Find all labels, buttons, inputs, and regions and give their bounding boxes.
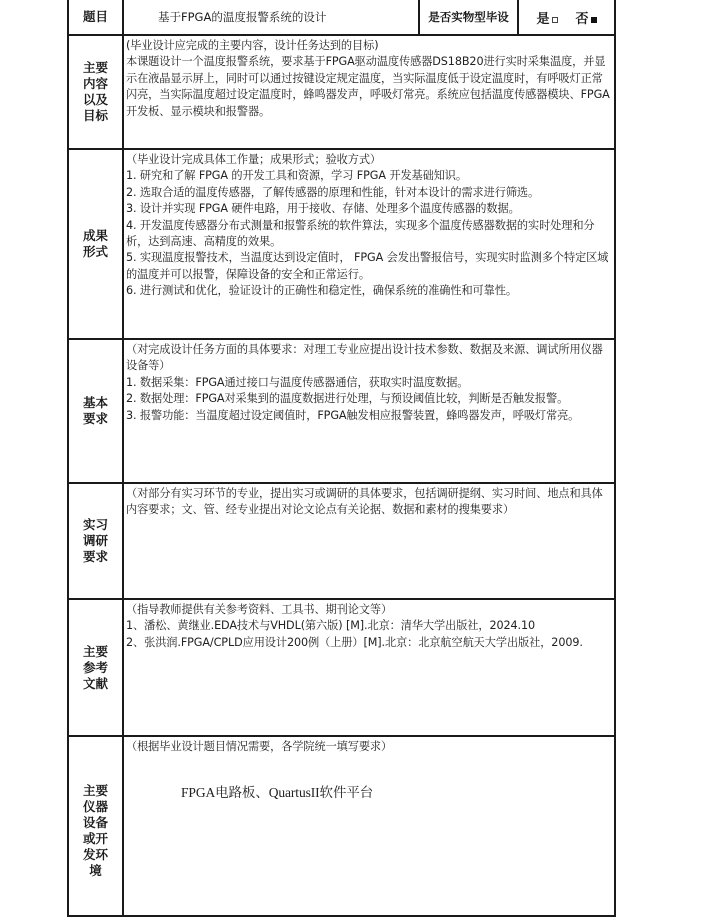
title-label bbox=[69, 0, 124, 34]
internship-cell bbox=[124, 484, 614, 598]
label-internship bbox=[69, 484, 124, 598]
row-internship bbox=[67, 484, 616, 600]
physical-answer bbox=[519, 0, 614, 34]
content-goals-text: 本课题设计一个温度报警系统，要求基于FPGA驱动温度传感器DS18B20进行实时采集温度，并显示在液晶显示屏上，同时可以通过按键设定规定温度，当实际温度低于设定温度时，有呼吸灯正常闪亮，当实际温度超过设定温度时，蜂鸣器发声，呼吸灯常亮。系统应包括温度传感器模块、FPGA开发板、显示模块和报警器。 bbox=[126, 55, 610, 118]
label-equipment bbox=[69, 737, 124, 915]
deliverables-item: 3. 设计并实现 FPGA 硬件电路，用于接收、存储、处理多个温度传感器的数据。 bbox=[126, 202, 520, 216]
internship-hint: （对部分有实习环节的专业，提出实习或调研的具体要求，包括调研提纲、实习时间、地点和具体内容要求；文、管、经专业提出对论文论点有关论据、数据和素材的搜集要求） bbox=[126, 487, 603, 517]
label-requirements bbox=[69, 340, 124, 482]
deliverables-item: 4. 开发温度传感器分布式测量和报警系统的软件算法，实现多个温度传感器数据的实时处理和分析，达到高速、高精度的效果。 bbox=[126, 218, 595, 249]
option-yes[interactable] bbox=[536, 8, 557, 27]
content-goals-cell bbox=[124, 36, 614, 148]
label-requirements-text: 基本要求 bbox=[82, 395, 108, 426]
requirements-hint: （对完成设计任务方面的具体要求：对理工专业应提出设计技术参数、数据及来源、调试所用仪器设备等） bbox=[126, 343, 603, 373]
equipment-cell bbox=[124, 737, 614, 915]
equipment-hint: （根据毕业设计题目情况需要，各学院统一填写要求） bbox=[126, 740, 393, 753]
row-requirements bbox=[67, 340, 616, 484]
label-references bbox=[69, 600, 124, 735]
deliverables-item: 2. 选取合适的温度传感器，了解传感器的原理和性能，针对本设计的需求进行筛选。 bbox=[126, 185, 540, 199]
checkbox-unchecked-icon[interactable] bbox=[552, 17, 558, 23]
deliverables-hint: （毕业设计完成具体工作量；成果形式；验收方式） bbox=[126, 153, 382, 166]
task-form-table bbox=[67, 0, 616, 917]
deliverables-cell bbox=[124, 150, 614, 338]
header-row bbox=[67, 0, 616, 36]
option-yes-label: 是 bbox=[536, 11, 550, 27]
title-label-text: 题目 bbox=[82, 9, 108, 24]
title-value: 基于FPGA的温度报警系统的设计 bbox=[124, 0, 420, 34]
label-equipment-text: 主要仪器设备或开发环境 bbox=[82, 783, 108, 878]
option-no[interactable] bbox=[576, 8, 597, 27]
deliverables-item: 1. 研究和了解 FPGA 的开发工具和资源，学习 FPGA 开发基础知识。 bbox=[126, 169, 467, 183]
requirements-item: 1. 数据采集：FPGA通过接口与温度传感器通信，获取实时温度数据。 bbox=[126, 375, 469, 389]
physical-question-label: 是否实物型毕设 bbox=[420, 0, 519, 34]
row-content-goals bbox=[67, 36, 616, 150]
label-content-goals-text: 主要内容以及目标 bbox=[82, 60, 108, 123]
content-goals-hint: (毕业设计应完成的主要内容，设计任务达到的目标) bbox=[126, 39, 379, 52]
label-deliverables bbox=[69, 150, 124, 338]
requirements-item: 3. 报警功能：当温度超过设定阈值时，FPGA触发相应报警装置，蜂鸣器发声，呼吸灯常亮。 bbox=[126, 408, 580, 422]
requirements-cell bbox=[124, 340, 614, 482]
deliverables-item: 6. 进行测试和优化，验证设计的正确性和稳定性，确保系统的准确性和可靠性。 bbox=[126, 284, 517, 298]
references-cell bbox=[124, 600, 614, 735]
checkbox-checked-icon[interactable] bbox=[591, 17, 597, 23]
equipment-value: FPGA电路板、QuartusII软件平台 bbox=[181, 785, 374, 801]
references-hint: （指导教师提供有关参考资料、工具书、期刊论文等） bbox=[126, 603, 393, 616]
label-deliverables-text: 成果形式 bbox=[82, 228, 108, 259]
deliverables-item: 5. 实现温度报警技术，当温度达到设定值时， FPGA 会发出警报信号，实现实时监测多个特定区域的温度并可以报警，保障设备的安全和正常运行。 bbox=[126, 251, 609, 281]
label-references-text: 主要参考文献 bbox=[82, 643, 108, 691]
label-internship-text: 实习调研要求 bbox=[82, 517, 108, 564]
row-equipment bbox=[67, 737, 616, 917]
requirements-item: 2. 数据处理：FPGA对采集到的温度数据进行处理，与预设阈值比较，判断是否触发报警。 bbox=[126, 392, 569, 406]
row-references bbox=[67, 600, 616, 737]
reference-item: 2、张洪润.FPGA/CPLD应用设计200例（上册）[M].北京：北京航空航天大学出版社，2009. bbox=[126, 635, 583, 649]
reference-item: 1、潘松、黄继业.EDA技术与VHDL(第六版) [M].北京：清华大学出版社，2024.10 bbox=[126, 619, 536, 633]
option-no-label: 否 bbox=[575, 11, 589, 27]
row-deliverables bbox=[67, 150, 616, 340]
label-content-goals bbox=[69, 36, 124, 148]
